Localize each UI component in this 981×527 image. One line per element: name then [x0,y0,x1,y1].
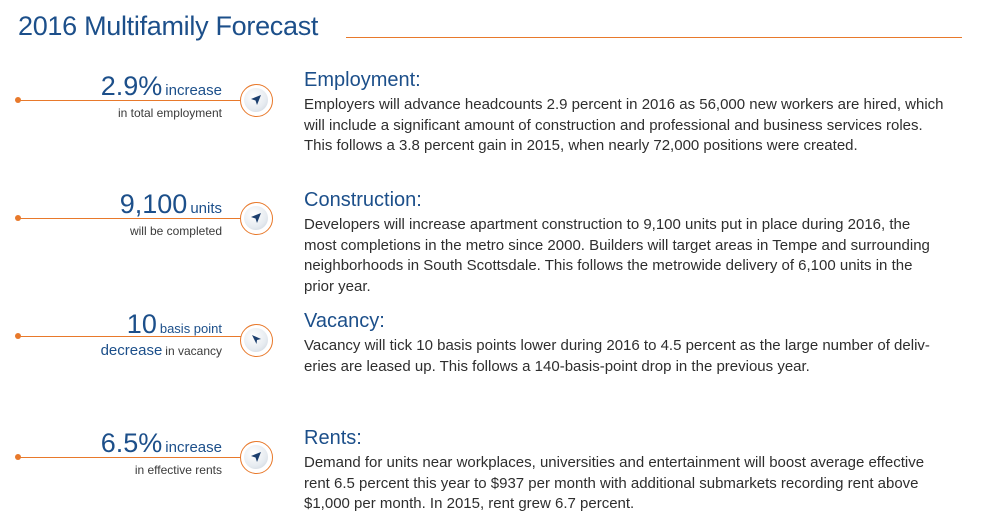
section-vacancy [304,310,964,377]
stat-connector-line [18,336,243,337]
stat-headline [101,428,222,459]
section-rents [304,427,964,515]
section-body [304,215,964,297]
body-line: $1,000 per month. In 2015, rent grew 6.7 percent. [304,495,635,512]
stat-unit: increase [165,439,222,456]
stat-unit: increase [165,82,222,99]
stat-caption: will be completed [129,224,222,238]
stat-employment [0,68,282,158]
body-line: rent 6.5 percent this year to $937 per month with additional submarkets recording rent above [304,474,919,492]
body-line: most completions in the metro since 2000. Builders will target areas in Tempe and surrounding [304,236,930,254]
section-heading: Construction: [304,189,422,211]
stat-unit: basis point [159,321,222,336]
stat-caption-lead: decrease [100,342,163,359]
section-body [304,95,964,157]
compass-arrow-icon [240,202,273,235]
body-line: This follows a 3.8 percent gain in 2015, when nearly 72,000 positions were created. [304,137,858,154]
stat-caption [101,342,222,359]
stat-value: 9,100 [119,189,188,219]
section-construction [304,189,964,297]
body-line: will include a significant amount of construction and professional and business services roles. [304,116,923,134]
body-line: Vacancy will tick 10 basis points lower during 2016 to 4.5 percent as the large number of deliv- [304,337,930,354]
stat-connector-line [18,218,243,219]
title-rule [346,37,962,38]
stat-caption: in total employment [117,106,222,120]
body-line: neighborhoods in South Scottsdale. This follows the metrowide delivery of 6,100 units in the [304,257,913,274]
stat-value: 2.9% [100,71,163,101]
stat-connector-line [18,457,243,458]
body-line: Demand for units near workplaces, universities and entertainment will boost average effective [304,454,925,471]
body-line: prior year. [304,277,371,295]
section-employment [304,69,964,157]
stat-construction [0,186,282,276]
body-line: eries are leased up. This follows a 140-basis-point drop in the previous year. [304,357,810,375]
stat-headline [101,71,222,102]
stat-connector-dot [15,97,21,103]
page-title: 2016 Multifamily Forecast [18,11,319,41]
stat-caption: in effective rents [134,463,222,477]
section-body [304,453,964,515]
body-line: Employers will advance headcounts 2.9 percent in 2016 as 56,000 new workers are hired, which [304,96,944,113]
section-heading: Employment: [304,69,421,91]
stat-unit: units [190,200,222,217]
stat-caption-text: in vacancy [165,344,222,358]
stat-connector-dot [15,333,21,339]
stat-rents [0,425,282,515]
section-heading: Rents: [304,427,362,449]
section-body [304,336,964,377]
section-heading: Vacancy: [304,310,385,332]
compass-arrow-icon [240,84,273,117]
stat-headline [120,189,222,220]
stat-connector-dot [15,454,21,460]
stat-value: 6.5% [100,428,163,458]
stat-vacancy [0,304,282,394]
body-line: Developers will increase apartment construction to 9,100 units put in place during 2016, the [304,216,911,233]
compass-arrow-icon [240,324,273,357]
stat-connector-line [18,100,243,101]
compass-arrow-icon [240,441,273,474]
stat-value: 10 [126,309,157,339]
stat-connector-dot [15,215,21,221]
